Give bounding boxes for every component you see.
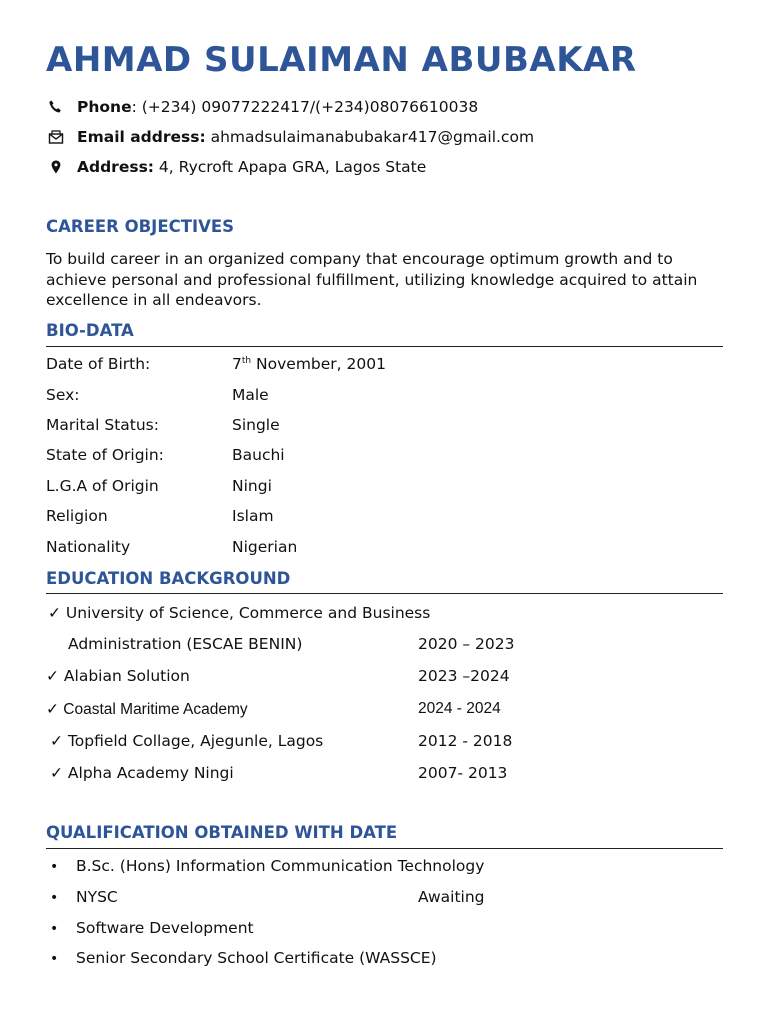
qualification-item: [50, 919, 254, 937]
contact-email: [48, 128, 534, 147]
education-divider: [46, 593, 723, 594]
bio-value: Nigerian: [232, 538, 298, 556]
education-heading: EDUCATION BACKGROUND: [46, 569, 291, 588]
bio-data-heading: BIO-DATA: [46, 321, 134, 340]
map-pin-icon: [48, 159, 68, 177]
bio-data-divider: [46, 346, 723, 347]
bio-label: Sex:: [46, 386, 80, 404]
qualification-text: B.Sc. (Hons) Information Communication Technology: [76, 857, 485, 875]
bio-label: Marital Status:: [46, 416, 159, 434]
education-years: 2024 - 2024: [418, 700, 501, 717]
qualification-item: [50, 857, 484, 875]
phone-value: (+234) 09077222417/(+234)08076610038: [141, 98, 479, 116]
bio-row: [46, 507, 274, 525]
bio-label: L.G.A of Origin: [46, 477, 159, 495]
bio-row: [46, 538, 298, 556]
email-value: ahmadsulaimanabubakar417@gmail.com: [205, 128, 535, 146]
bio-label: Religion: [46, 507, 108, 525]
qualification-text: Senior Secondary School Certificate (WASSCE): [76, 949, 437, 967]
education-years: 2020 – 2023: [418, 635, 515, 653]
phone-separator: :: [131, 98, 142, 116]
education-item: ✓ Topfield Collage, Ajegunle, Lagos: [50, 732, 324, 750]
education-years: 2023 –2024: [418, 667, 510, 685]
education-item: ✓ Coastal Maritime Academy: [46, 701, 248, 718]
education-item-continued: Administration (ESCAE BENIN): [68, 635, 303, 653]
bio-row: [46, 446, 285, 464]
bio-value: 7th November, 2001: [232, 355, 386, 373]
mail-icon: [48, 129, 68, 147]
bio-value: Male: [232, 386, 269, 404]
bio-row: [46, 416, 280, 434]
bullet-icon: •: [50, 951, 59, 967]
email-label: Email address:: [77, 128, 206, 146]
career-objectives-heading: CAREER OBJECTIVES: [46, 217, 235, 236]
qualification-text: Software Development: [76, 919, 254, 937]
qualification-item: [50, 888, 118, 906]
bio-row: [46, 386, 269, 404]
bio-value: Islam: [232, 507, 274, 525]
qualification-item: [50, 949, 437, 967]
qualification-status: Awaiting: [418, 888, 485, 906]
contact-address: [48, 158, 426, 177]
bio-label: Date of Birth:: [46, 355, 151, 373]
phone-icon: [48, 99, 68, 117]
education-years: 2012 - 2018: [418, 732, 513, 750]
career-objectives-text: To build career in an organized company that encourage optimum growth and to achieve personal and professional fulfillment, utilizing knowledge acquired to attain excellence in all endeavors.: [46, 250, 698, 309]
bio-row: [46, 477, 272, 495]
address-value: 4, Rycroft Apapa GRA, Lagos State: [154, 158, 427, 176]
bullet-icon: •: [50, 921, 59, 937]
bio-label: State of Origin:: [46, 446, 164, 464]
candidate-name: AHMAD SULAIMAN ABUBAKAR: [46, 40, 637, 80]
phone-label: Phone: [77, 98, 132, 116]
education-item: ✓ Alabian Solution: [46, 667, 190, 685]
qualification-divider: [46, 848, 723, 849]
education-item: ✓ Alpha Academy Ningi: [50, 764, 234, 782]
bio-value: Bauchi: [232, 446, 285, 464]
qualification-text: NYSC: [76, 888, 118, 906]
bio-value: Ningi: [232, 477, 272, 495]
education-item: ✓ University of Science, Commerce and Business: [48, 604, 431, 622]
address-label: Address:: [77, 158, 154, 176]
bio-label: Nationality: [46, 538, 131, 556]
education-years: 2007- 2013: [418, 764, 508, 782]
contact-phone: [48, 98, 478, 117]
qualification-heading: QUALIFICATION OBTAINED WITH DATE: [46, 823, 398, 842]
bio-value: Single: [232, 416, 280, 434]
bullet-icon: •: [50, 859, 59, 875]
bullet-icon: •: [50, 890, 59, 906]
bio-row-dob: [46, 355, 386, 373]
